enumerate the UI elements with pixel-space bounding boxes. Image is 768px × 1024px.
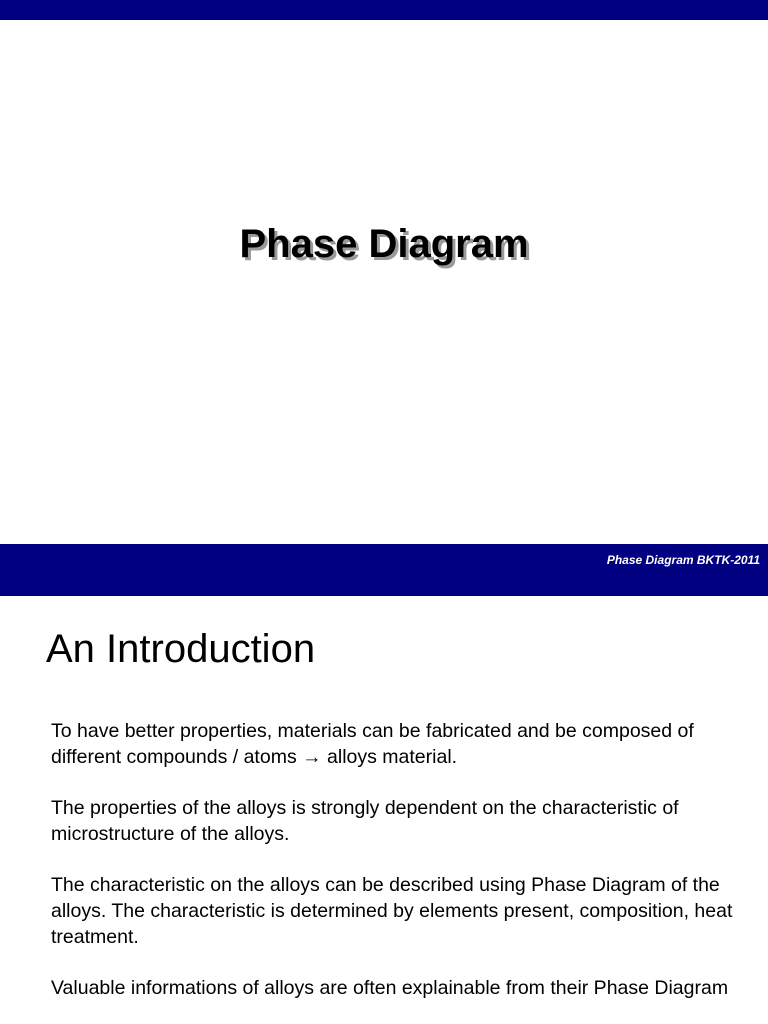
body-text (51, 718, 741, 1024)
paragraph-1: To have better properties, materials can be fabricated and be composed of different compounds / atoms → alloys material. (51, 720, 694, 768)
paragraph-2: The properties of the alloys is strongly dependent on the characteristic of microstructure of the alloys. (51, 797, 679, 845)
paragraph-4: Valuable informations of alloys are often explainable from their Phase Diagram (51, 977, 729, 999)
paragraph-3: The characteristic on the alloys can be described using Phase Diagram of the alloys. The characteristic is determined by elements present, composition, heat treatment. (51, 874, 733, 948)
footer-caption: Phase Diagram BKTK-2011 (606, 553, 760, 567)
slide-top-bar (0, 0, 768, 20)
section-heading: An Introduction (46, 627, 316, 671)
slide-title: Phase Diagram (239, 222, 529, 266)
slide-footer-bar (0, 544, 768, 596)
